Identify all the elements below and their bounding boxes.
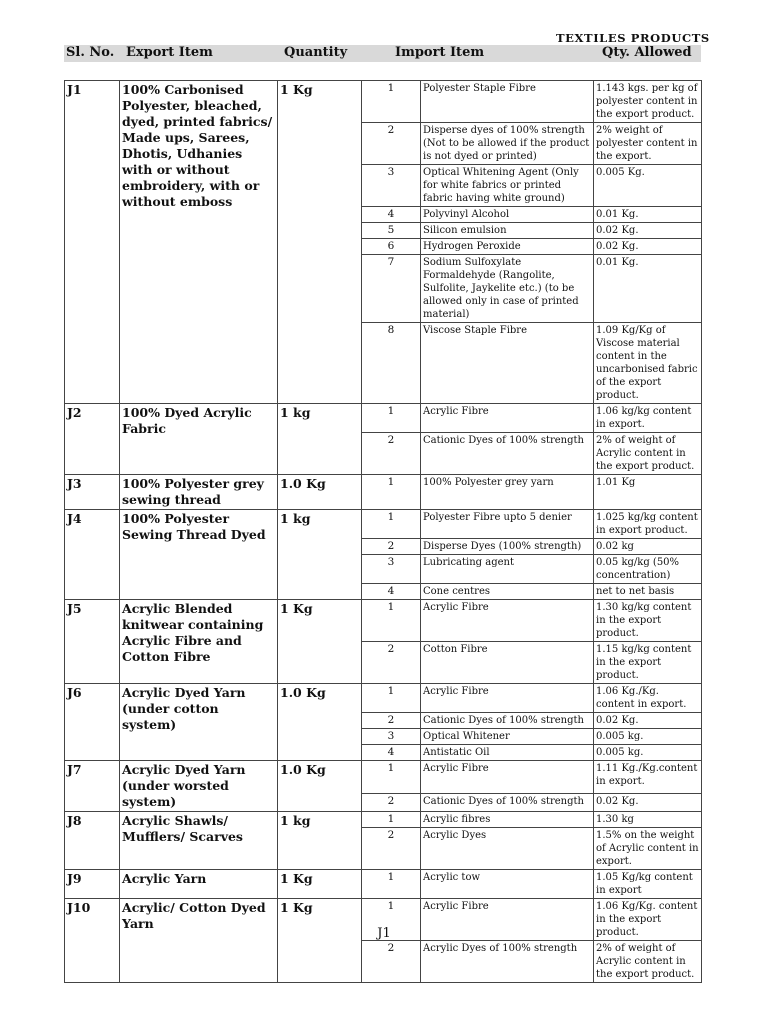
table-row — [65, 404, 702, 433]
import-no-cell: 1 — [362, 404, 421, 433]
import-item-cell: Cotton Fibre — [421, 642, 594, 684]
qty-allowed-cell: 0.02 Kg. — [594, 223, 702, 239]
import-item-cell: Polyester Fibre upto 5 denier — [421, 510, 594, 539]
import-no-cell: 2 — [362, 123, 421, 165]
col-header-export-item: Export Item — [126, 45, 213, 60]
import-no-cell: 1 — [362, 870, 421, 899]
export-item-cell: Acrylic Blended knitwear containing Acrylic Fibre and Cotton Fibre — [120, 600, 278, 684]
import-no-cell: 3 — [362, 165, 421, 207]
import-no-cell: 1 — [362, 510, 421, 539]
import-no-cell: 2 — [362, 642, 421, 684]
import-no-cell: 8 — [362, 323, 421, 404]
import-item-cell: Silicon emulsion — [421, 223, 594, 239]
table-row — [65, 812, 702, 828]
quantity-cell: 1 Kg — [278, 899, 362, 983]
import-item-cell: Cationic Dyes of 100% strength — [421, 433, 594, 475]
import-item-cell: Cationic Dyes of 100% strength — [421, 793, 594, 811]
table-row — [65, 81, 702, 123]
qty-allowed-cell: 1.06 kg/kg content in export. — [594, 404, 702, 433]
import-item-cell: Acrylic Fibre — [421, 600, 594, 642]
table-row — [65, 600, 702, 642]
qty-allowed-cell: 0.01 Kg. — [594, 207, 702, 223]
import-item-cell: Acrylic Dyes — [421, 828, 594, 870]
table-row — [65, 684, 702, 713]
import-item-cell: Sodium Sulfoxylate Formaldehyde (Rangolite, Sulfolite, Jaykelite etc.) (to be allowed only in case of printed material) — [421, 255, 594, 323]
quantity-cell: 1.0 Kg — [278, 761, 362, 812]
quantity-cell: 1 Kg — [278, 870, 362, 899]
sl-no-cell: J6 — [65, 684, 120, 761]
table-row — [65, 870, 702, 899]
sl-no-cell: J4 — [65, 510, 120, 600]
qty-allowed-cell: 1.06 Kg/Kg. content in the export product. — [594, 899, 702, 941]
qty-allowed-cell: 1.11 Kg./Kg.content in export. — [594, 761, 702, 794]
export-item-cell: 100% Polyester Sewing Thread Dyed — [120, 510, 278, 600]
export-item-cell: 100% Carbonised Polyester, bleached, dyed, printed fabrics/ Made ups, Sarees, Dhotis, Udhanies with or without embroidery, with or without emboss — [120, 81, 278, 404]
import-no-cell: 1 — [362, 899, 421, 941]
qty-allowed-cell: 1.15 kg/kg content in the export product. — [594, 642, 702, 684]
column-header-bar — [64, 45, 701, 62]
import-item-cell: Acrylic Fibre — [421, 761, 594, 794]
import-item-cell: Acrylic fibres — [421, 812, 594, 828]
qty-allowed-cell: 1.09 Kg/Kg of Viscose material content in the uncarbonised fabric of the export product. — [594, 323, 702, 404]
import-no-cell: 2 — [362, 539, 421, 555]
import-no-cell: 2 — [362, 713, 421, 729]
import-no-cell: 2 — [362, 793, 421, 811]
import-item-cell: Polyester Staple Fibre — [421, 81, 594, 123]
qty-allowed-cell: 0.02 Kg. — [594, 713, 702, 729]
qty-allowed-cell: 2% weight of polyester content in the export. — [594, 123, 702, 165]
qty-allowed-cell: 0.05 kg/kg (50% concentration) — [594, 555, 702, 584]
import-no-cell: 5 — [362, 223, 421, 239]
sl-no-cell: J9 — [65, 870, 120, 899]
import-no-cell: 1 — [362, 812, 421, 828]
import-item-cell: Disperse Dyes (100% strength) — [421, 539, 594, 555]
import-no-cell: 2 — [362, 941, 421, 983]
export-item-cell: Acrylic Shawls/ Mufflers/ Scarves — [120, 812, 278, 870]
qty-allowed-cell: 2% of weight of Acrylic content in the export product. — [594, 941, 702, 983]
qty-allowed-cell: 0.02 Kg. — [594, 793, 702, 811]
import-no-cell: 1 — [362, 475, 421, 510]
import-item-cell: Optical Whitener — [421, 729, 594, 745]
qty-allowed-cell: 1.143 kgs. per kg of polyester content in the export product. — [594, 81, 702, 123]
qty-allowed-cell: 1.025 kg/kg content in export product. — [594, 510, 702, 539]
import-item-cell: Antistatic Oil — [421, 745, 594, 761]
qty-allowed-cell: 2% of weight of Acrylic content in the export product. — [594, 433, 702, 475]
textiles-table — [64, 80, 702, 983]
export-item-cell: Acrylic Dyed Yarn (under worsted system) — [120, 761, 278, 812]
sl-no-cell: J1 — [65, 81, 120, 404]
qty-allowed-cell: 0.02 kg — [594, 539, 702, 555]
quantity-cell: 1 Kg — [278, 600, 362, 684]
import-no-cell: 3 — [362, 555, 421, 584]
export-item-cell: 100% Dyed Acrylic Fabric — [120, 404, 278, 475]
import-no-cell: 4 — [362, 584, 421, 600]
export-item-cell: 100% Polyester grey sewing thread — [120, 475, 278, 510]
quantity-cell: 1.0 Kg — [278, 684, 362, 761]
qty-allowed-cell: 0.005 Kg. — [594, 165, 702, 207]
quantity-cell: 1 kg — [278, 510, 362, 600]
import-item-cell: Optical Whitening Agent (Only for white fabrics or printed fabric having white ground) — [421, 165, 594, 207]
qty-allowed-cell: 1.05 Kg/kg content in export — [594, 870, 702, 899]
qty-allowed-cell: 1.01 Kg — [594, 475, 702, 510]
import-no-cell: 2 — [362, 433, 421, 475]
import-item-cell: Cationic Dyes of 100% strength — [421, 713, 594, 729]
sl-no-cell: J10 — [65, 899, 120, 983]
sl-no-cell: J3 — [65, 475, 120, 510]
col-header-import-item: Import Item — [395, 45, 485, 60]
table-row — [65, 761, 702, 794]
qty-allowed-cell: 0.02 Kg. — [594, 239, 702, 255]
export-item-cell: Acrylic/ Cotton Dyed Yarn — [120, 899, 278, 983]
import-item-cell: 100% Polyester grey yarn — [421, 475, 594, 510]
import-no-cell: 1 — [362, 761, 421, 794]
import-item-cell: Lubricating agent — [421, 555, 594, 584]
import-no-cell: 4 — [362, 207, 421, 223]
import-no-cell: 3 — [362, 729, 421, 745]
qty-allowed-cell: 0.005 kg. — [594, 745, 702, 761]
import-no-cell: 1 — [362, 81, 421, 123]
table-row — [65, 510, 702, 539]
export-item-cell: Acrylic Yarn — [120, 870, 278, 899]
sl-no-cell: J8 — [65, 812, 120, 870]
sl-no-cell: J2 — [65, 404, 120, 475]
import-item-cell: Polyvinyl Alcohol — [421, 207, 594, 223]
table-row — [65, 475, 702, 510]
import-no-cell: 1 — [362, 684, 421, 713]
quantity-cell: 1 kg — [278, 812, 362, 870]
import-item-cell: Acrylic Dyes of 100% strength — [421, 941, 594, 983]
import-item-cell: Acrylic tow — [421, 870, 594, 899]
import-no-cell: 4 — [362, 745, 421, 761]
section-title: TEXTILES PRODUCTS — [556, 31, 710, 45]
import-item-cell: Cone centres — [421, 584, 594, 600]
import-item-cell: Acrylic Fibre — [421, 684, 594, 713]
import-no-cell: 6 — [362, 239, 421, 255]
import-no-cell: 7 — [362, 255, 421, 323]
import-no-cell: 2 — [362, 828, 421, 870]
sl-no-cell: J5 — [65, 600, 120, 684]
qty-allowed-cell: 1.06 Kg./Kg. content in export. — [594, 684, 702, 713]
page-label: J1 — [377, 926, 391, 941]
quantity-cell: 1.0 Kg — [278, 475, 362, 510]
col-header-qty-allowed: Qty. Allowed — [602, 45, 692, 60]
import-no-cell: 1 — [362, 600, 421, 642]
import-item-cell: Acrylic Fibre — [421, 899, 594, 941]
quantity-cell: 1 Kg — [278, 81, 362, 404]
qty-allowed-cell: 0.01 Kg. — [594, 255, 702, 323]
import-item-cell: Disperse dyes of 100% strength (Not to be allowed if the product is not dyed or printed) — [421, 123, 594, 165]
qty-allowed-cell: net to net basis — [594, 584, 702, 600]
export-item-cell: Acrylic Dyed Yarn (under cotton system) — [120, 684, 278, 761]
qty-allowed-cell: 0.005 kg. — [594, 729, 702, 745]
import-item-cell: Acrylic Fibre — [421, 404, 594, 433]
import-item-cell: Hydrogen Peroxide — [421, 239, 594, 255]
col-header-quantity: Quantity — [284, 45, 348, 60]
quantity-cell: 1 kg — [278, 404, 362, 475]
import-item-cell: Viscose Staple Fibre — [421, 323, 594, 404]
col-header-sl-no: Sl. No. — [66, 45, 115, 60]
sl-no-cell: J7 — [65, 761, 120, 812]
qty-allowed-cell: 1.30 kg/kg content in the export product. — [594, 600, 702, 642]
qty-allowed-cell: 1.30 kg — [594, 812, 702, 828]
qty-allowed-cell: 1.5% on the weight of Acrylic content in export. — [594, 828, 702, 870]
